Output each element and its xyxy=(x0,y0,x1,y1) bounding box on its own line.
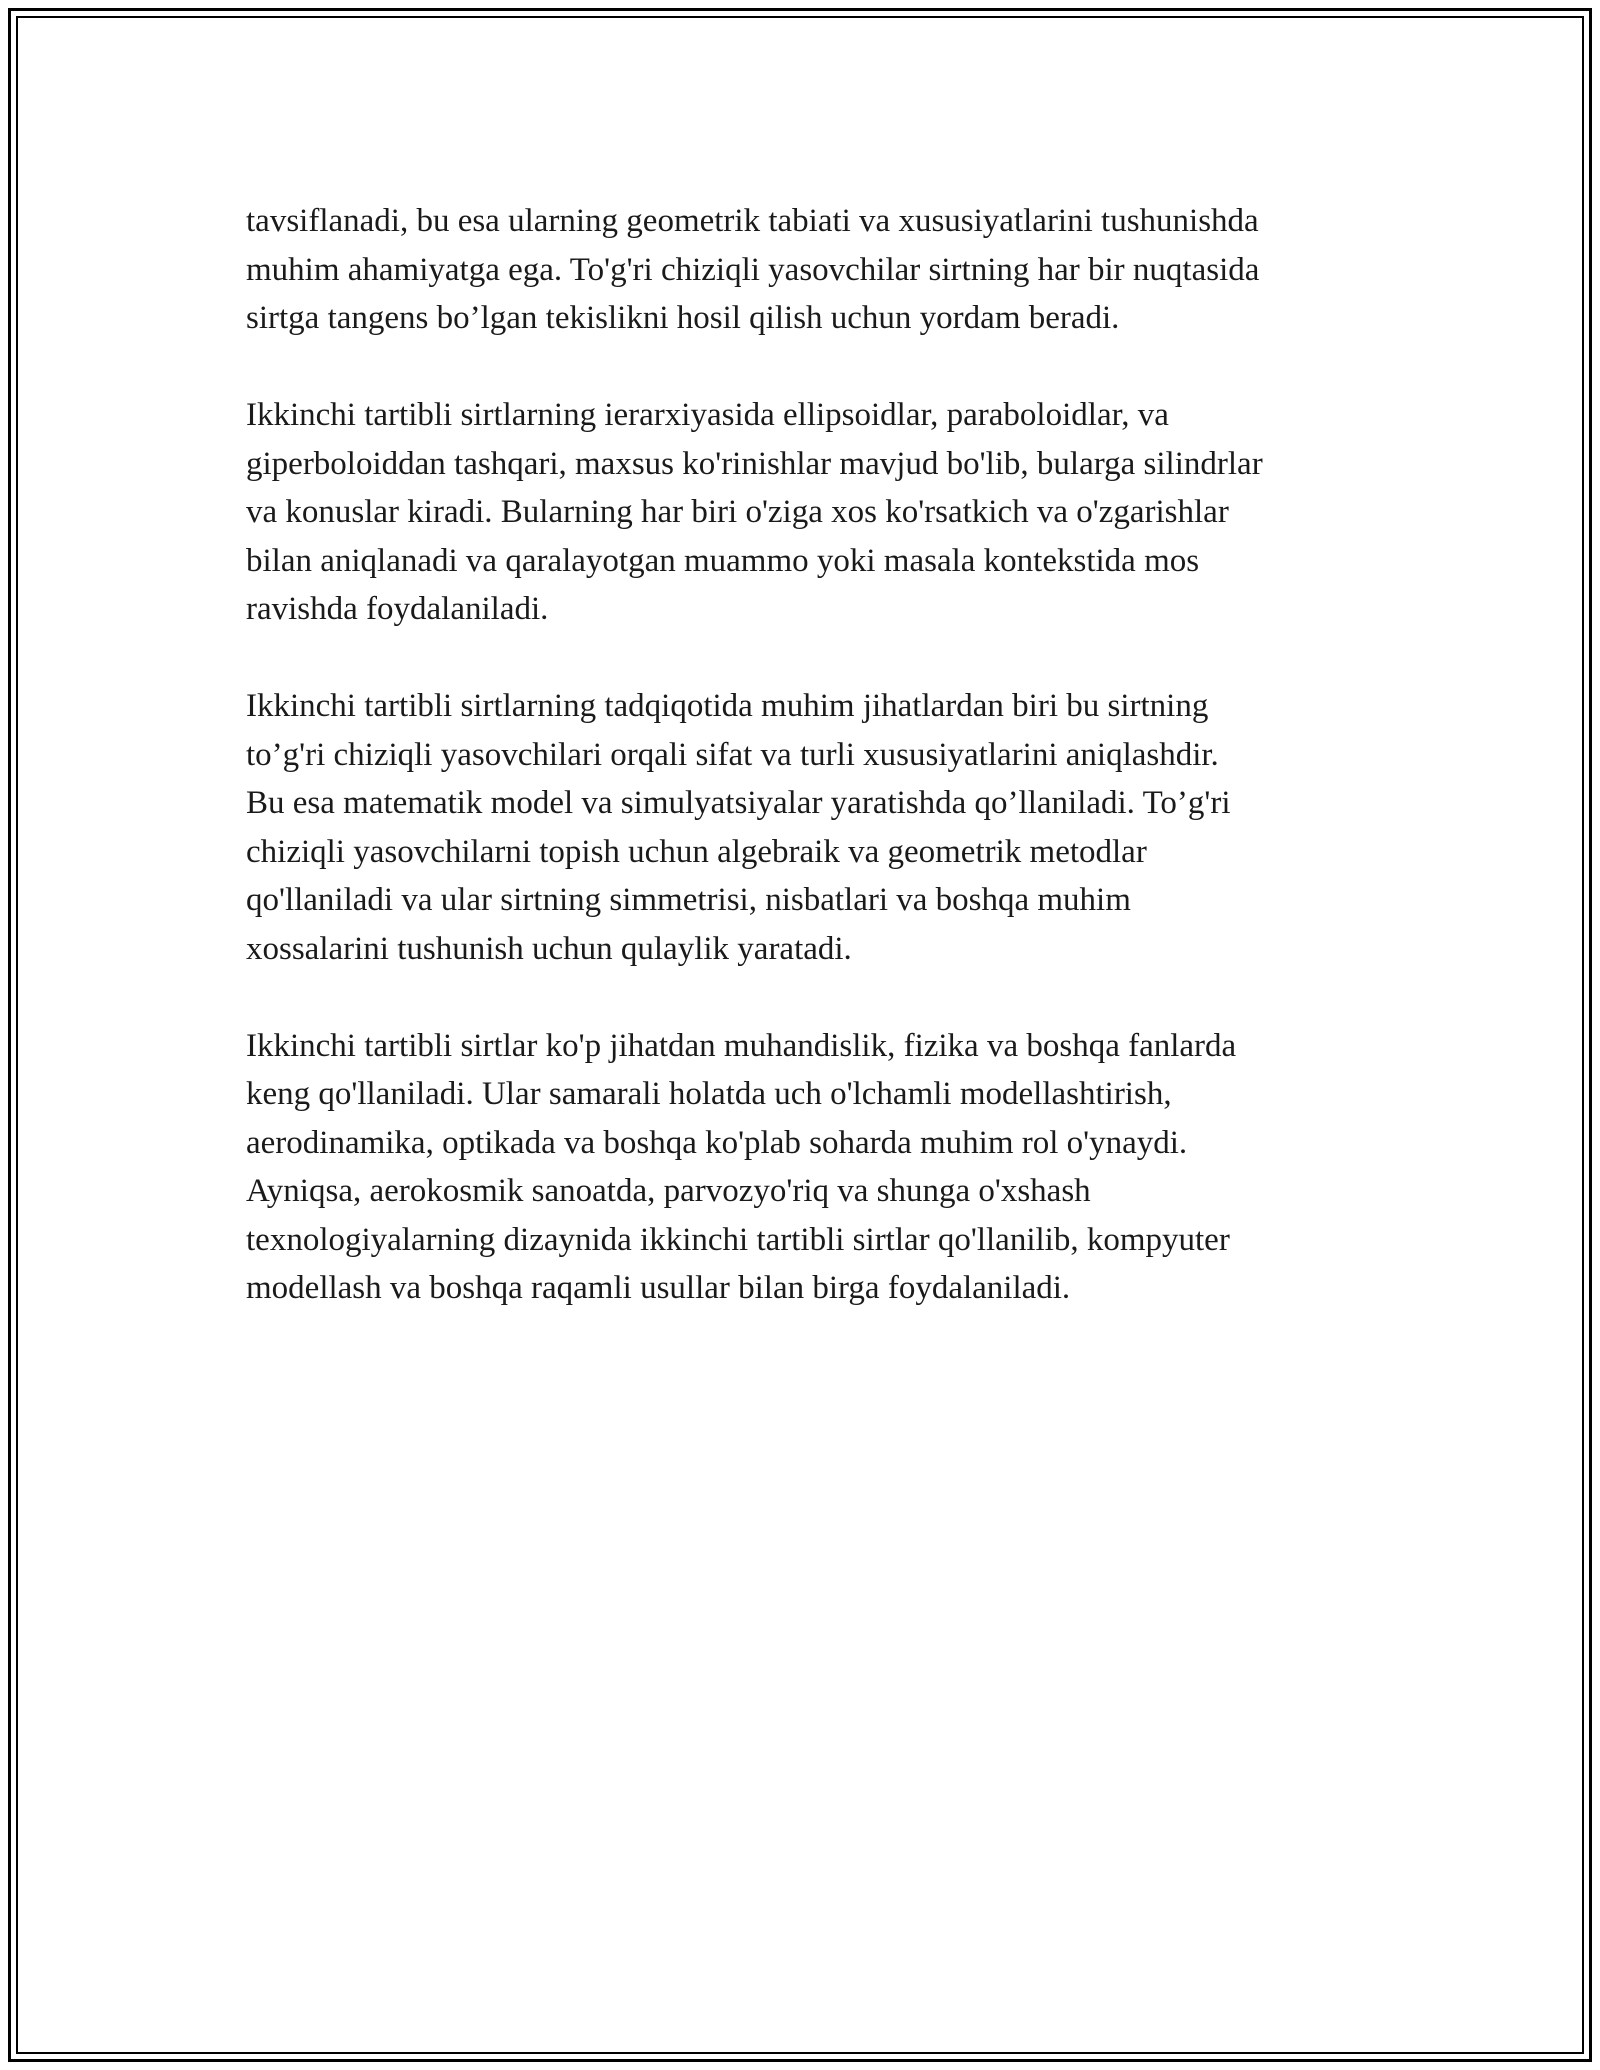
paragraph: Ikkinchi tartibli sirtlarning tadqiqotida muhim jihatlardan biri bu sirtning to’g'ri chiziqli yasovchilari orqali sifat va turli xususiyatlarini aniqlashdir. Bu esa matematik model va simulyatsiyalar yaratishda qo’llaniladi. To’g'ri chiziqli yasovchilarni topish uchun algebraik va geometrik metodlar qo'llaniladi va ular sirtning simmetrisi, nisbatlari va boshqa muhim xossalarini tushunish uchun qulaylik yaratadi. xyxy=(246,688,1231,967)
paragraph: Ikkinchi tartibli sirtlarning ierarxiyasida ellipsoidlar, paraboloidlar, va giperboloiddan tashqari, maxsus ko'rinishlar mavjud bo'lib, bularga silindrlar va konuslar kiradi. Bularning har biri o'ziga xos ko'rsatkich va o'zgarishlar bilan aniqlanadi va qaralayotgan muammo yoki masala kontekstida mos ravishda foydalaniladi. xyxy=(246,397,1263,627)
document-body xyxy=(246,197,1406,1361)
paragraph: Ikkinchi tartibli sirtlar ko'p jihatdan muhandislik, fizika va boshqa fanlarda keng qo'llaniladi. Ular samarali holatda uch o'lchamli modellashtirish, aerodinamika, optikada va boshqa ko'plab soharda muhim rol o'ynaydi. Ayniqsa, aerokosmik sanoatda, parvozyo'riq va shunga o'xshash texnologiyalarning dizaynida ikkinchi tartibli sirtlar qo'llanilib, kompyuter modellash va boshqa raqamli usullar bilan birga foydalaniladi. xyxy=(246,1027,1237,1306)
paragraph: tavsiflanadi, bu esa ularning geometrik tabiati va xususiyatlarini tushunishda muhim ahamiyatga ega. To'g'ri chiziqli yasovchilar sirtning har bir nuqtasida sirtga tangens bo’lgan tekislikni hosil qilish uchun yordam beradi. xyxy=(246,203,1260,336)
page-border xyxy=(8,8,1592,2062)
